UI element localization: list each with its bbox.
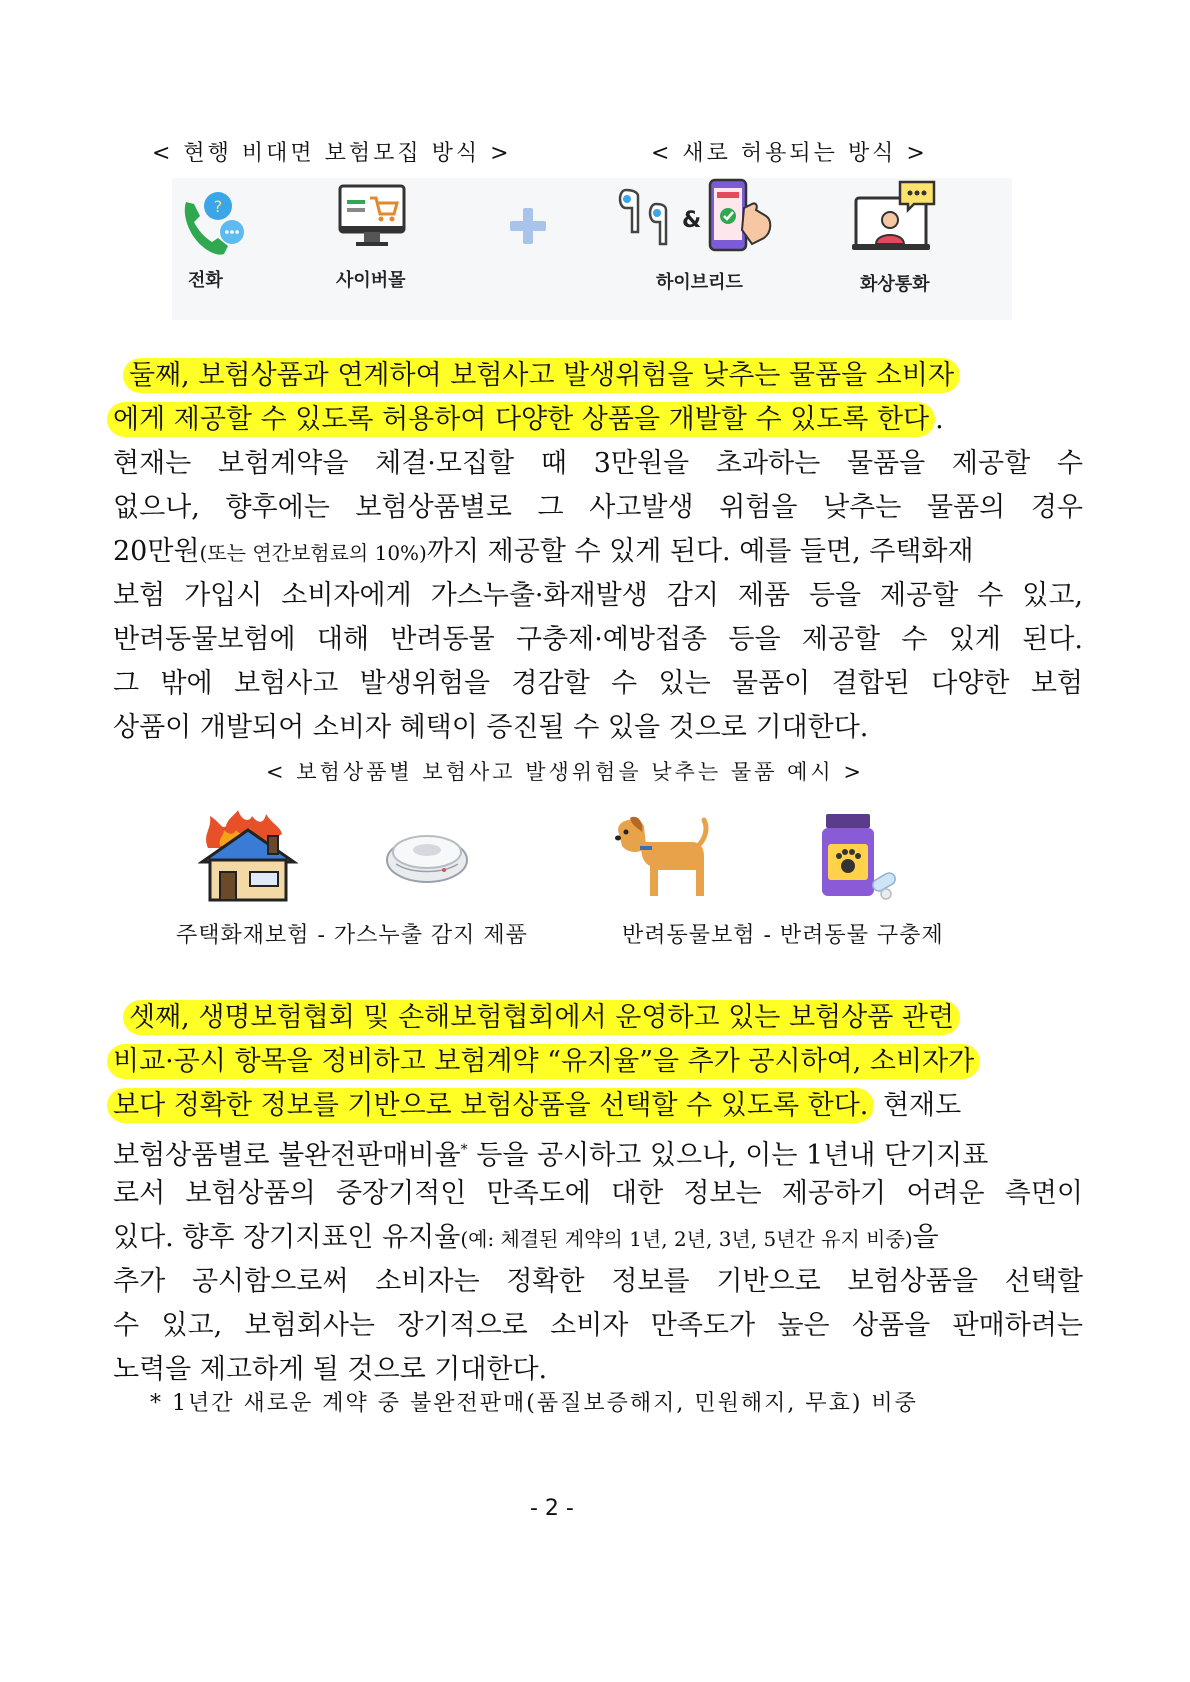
page-number: - 2 - xyxy=(530,1496,574,1521)
text-line: 상품이 개발되어 소비자 혜택이 증진될 수 있을 것으로 기대한다. xyxy=(113,712,869,743)
plus-icon xyxy=(508,206,548,246)
dog-icon xyxy=(612,812,712,902)
highlight-second-1: 둘째, 보험상품과 연계하여 보험사고 발생위험을 낮추는 물품을 소비자 xyxy=(123,358,960,393)
gas-detector-icon xyxy=(382,822,472,892)
smartphone-touch-icon xyxy=(706,178,778,254)
cyber-mall-label: 사이버몰 xyxy=(336,270,406,291)
phone-icon xyxy=(172,184,252,264)
highlight-third-1: 셋째, 생명보험협회 및 손해보험협회에서 운영하고 있는 보험상품 관련 xyxy=(123,1000,960,1035)
text-line: 노력을 제고하게 될 것으로 기대한다. xyxy=(113,1354,548,1385)
hybrid-label: 하이브리드 xyxy=(656,272,743,293)
sales-method-icon-strip xyxy=(172,178,1012,320)
text-line: 현재도 xyxy=(874,1090,962,1121)
text-line: 을 xyxy=(912,1222,939,1253)
text-line: 그 밖에 보험사고 발생위험을 경감할 수 있는 물품이 결합된 다양한 보험 xyxy=(113,668,1083,699)
text-line: 있다. 향후 장기지표인 유지율 xyxy=(113,1222,461,1253)
amount-text: 20만원 xyxy=(113,536,200,567)
text-line: 까지 제공할 수 있게 된다. 예를 들면, 주택화재 xyxy=(426,536,974,567)
text-line: 없으나, 향후에는 보험상품별로 그 사고발생 위험을 낮추는 물품의 경우 xyxy=(113,492,1083,523)
retention-note: (예: 체결된 계약의 1년, 2년, 3년, 5년간 유지 비중) xyxy=(460,1227,913,1251)
paragraph-third xyxy=(113,996,1083,1392)
footnote: * 1년간 새로운 계약 중 불완전판매(품질보증해지, 민원해지, 무효) 비중 xyxy=(150,1391,918,1416)
highlight-second-2: 에게 제공할 수 있도록 허용하여 다양한 상품을 개발할 수 있도록 한다 xyxy=(107,402,935,437)
current-method-caption: < 현행 비대면 보험모집 방식 > xyxy=(152,141,512,166)
text-line: 추가 공시함으로써 소비자는 정확한 정보를 기반으로 보험상품을 선택할 xyxy=(113,1266,1083,1297)
text-line: 보험상품별로 불완전판매비율 xyxy=(113,1140,461,1171)
earbuds-icon xyxy=(616,182,678,252)
fire-insurance-example-label: 주택화재보험 - 가스누출 감지 제품 xyxy=(176,923,528,948)
period: . xyxy=(935,404,944,435)
amount-note: (또는 연간보험료의 10%) xyxy=(199,541,427,565)
paragraph-second xyxy=(113,354,1083,750)
pet-medicine-icon xyxy=(816,812,900,900)
pet-insurance-example-label: 반려동물보험 - 반려동물 구충제 xyxy=(622,923,944,948)
highlight-third-2: 비교·공시 항목을 정비하고 보험계약 “유지율”을 추가 공시하여, 소비자가 xyxy=(107,1044,980,1079)
highlight-third-3: 보다 정확한 정보를 기반으로 보험상품을 선택할 수 있도록 한다. xyxy=(107,1088,874,1123)
svg-text:?: ? xyxy=(213,197,223,216)
house-fire-icon xyxy=(198,808,298,904)
text-line: 로서 보험상품의 중장기적인 만족도에 대한 정보는 제공하기 어려운 측면이 xyxy=(113,1178,1083,1209)
video-call-label: 화상통화 xyxy=(860,274,930,295)
text-line: 반려동물보험에 대해 반려동물 구충제·예방접종 등을 제공할 수 있게 된다. xyxy=(113,624,1083,655)
video-call-icon xyxy=(850,178,938,258)
text-line: 현재는 보험계약을 체결·모집할 때 3만원을 초과하는 물품을 제공할 수 xyxy=(113,448,1083,479)
phone-label: 전화 xyxy=(188,270,223,291)
footnote-marker: * xyxy=(460,1142,468,1158)
ampersand-symbol: & xyxy=(682,208,702,233)
new-method-caption: < 새로 허용되는 방식 > xyxy=(651,141,928,166)
text-line: 보험 가입시 소비자에게 가스누출·화재발생 감지 제품 등을 제공할 수 있고, xyxy=(113,580,1083,611)
examples-caption: < 보험상품별 보험사고 발생위험을 낮추는 물품 예시 > xyxy=(266,760,864,784)
online-shopping-icon xyxy=(336,182,408,254)
text-line: 수 있고, 보험회사는 장기적으로 소비자 만족도가 높은 상품을 판매하려는 xyxy=(113,1310,1083,1341)
text-line: 등을 공시하고 있으나, 이는 1년내 단기지표 xyxy=(467,1140,989,1171)
